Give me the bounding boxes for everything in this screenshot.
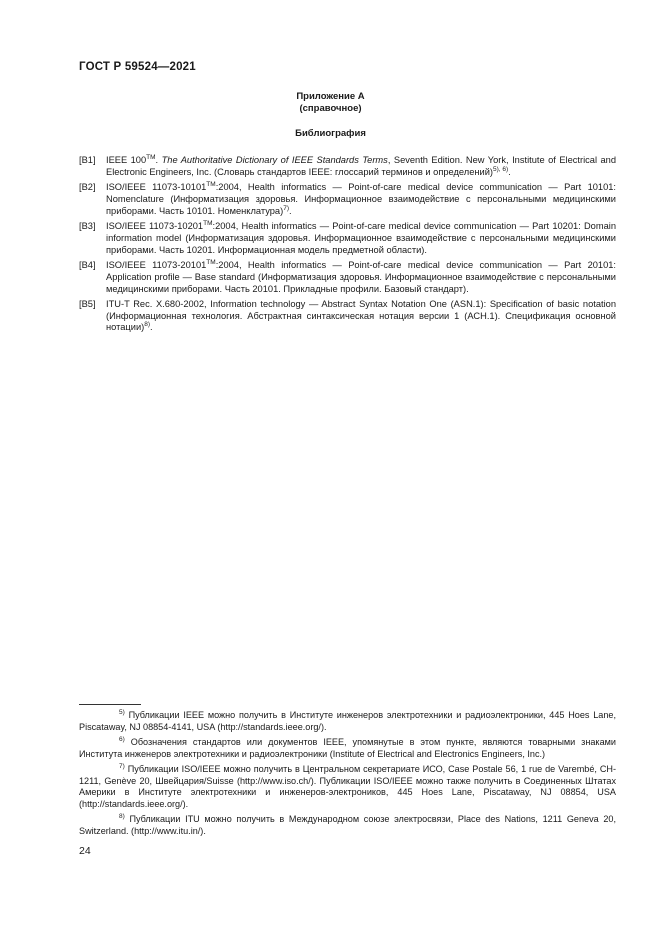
entry-text: ISO/IEEE 11073-10101™:2004, Health informatics — Point-of-care medical device communication — Part 10101: Nomenclature (Информатизация здоровья. Информационное взаимодействие с персональными медицинскими приборами. Часть 10101. Номенклатура)$^{7)}$. (106, 181, 616, 216)
footnote-text: Обозначения стандартов или документов IEEE, упомянутые в этом пункте, являются товарными знаками Института инженеров электротехники и радиоэлектроники (Institute of Electrical and Electronics Engineers, Inc.) (79, 737, 616, 759)
footnote-mark: 7) (119, 762, 125, 770)
bibliography-title: Библиография (295, 128, 366, 139)
annex-title: Приложение А (296, 91, 365, 102)
entry-text: ISO/IEEE 11073-20101™:2004, Health informatics — Point-of-care medical device communication — Part 20101: Application profile — Base standard (Информатизация здоровья. Информационное взаимодействие с персональными медицинскими приборами. Часть 20101. Прикладные профили. Базовый стандарт). (106, 259, 616, 294)
footnote-text: Публикации ISO/IEEE можно получить в Центральном секретариате ИСО, Case Postale 56, 1 rue de Varembé, CH-1211, Genève 20, Швейцария/Suisse (http://www.iso.ch/). Публикации ISO/IEEE можно также получить в Соединенных Штатах Америки в Институте электротехники и инженеров-электроников, 445 Hoes Lane, Piscataway, NJ 08854, USA (http://standards.ieee.org/). (79, 764, 616, 810)
entry-text: IEEE 100™. The Authoritative Dictionary of IEEE Standards Terms, Seventh Edition. New York, Institute of Electrical and Electronic Engineers, Inc. (Словарь стандартов IEEE: глоссарий терминов и определений)$^{5), 6)}$. (106, 153, 616, 177)
footnote-text: Публикации ITU можно получить в Международном союзе электросвязи, Place des Nations, 1211 Geneva 20, Switzerland. (http://www.itu.in/). (79, 814, 616, 837)
entry-number: [B5] (79, 299, 96, 310)
annex-heading (0, 91, 661, 115)
footnote-mark: 8) (119, 813, 125, 821)
entry-number: [B4] (79, 260, 96, 271)
entry-text: ISO/IEEE 11073-10201™:2004, Health informatics — Point-of-care medical device communication — Part 10201: Domain information model (Информатизация здоровья. Информационное взаимодействие с персональными медицинскими приборами. Часть 10201. Информационная модель предметной области). (106, 220, 616, 255)
document-header: ГОСТ Р 59524—2021 (79, 61, 196, 73)
bibliography-entry (79, 182, 616, 217)
footnote-separator (79, 704, 141, 705)
footnote-mark: 6) (119, 735, 125, 743)
bibliography-entry (79, 260, 616, 295)
bibliography-entry (79, 155, 616, 178)
page-number: 24 (79, 845, 91, 857)
footnote (79, 814, 616, 837)
entry-number: [B1] (79, 155, 96, 165)
footnote-mark: 5) (119, 708, 125, 716)
bibliography-entry (79, 221, 616, 256)
footnote-text: Публикации IEEE можно получить в Институте инженеров электротехники и радиоэлектроники, 445 Hoes Lane, Piscataway, NJ 08854-4141, USA (http://standards.ieee.org/). (79, 710, 616, 732)
entry-number: [B3] (79, 221, 96, 232)
entry-number: [B2] (79, 182, 96, 193)
bibliography-entry (79, 299, 616, 334)
footnotes (79, 710, 616, 841)
footnote (79, 737, 616, 760)
bibliography-list (79, 155, 616, 338)
annex-subtitle: (справочное) (299, 103, 362, 114)
footnote (79, 710, 616, 733)
entry-text: ITU-T Rec. X.680-2002, Information technology — Abstract Syntax Notation One (ASN.1): Specification of basic notation (Информационная технология. Абстрактная синтаксическая нотация версии 1 (АСН.1). Спецификация основной нотации)$^{8)}$. (106, 299, 616, 333)
footnote (79, 764, 616, 811)
